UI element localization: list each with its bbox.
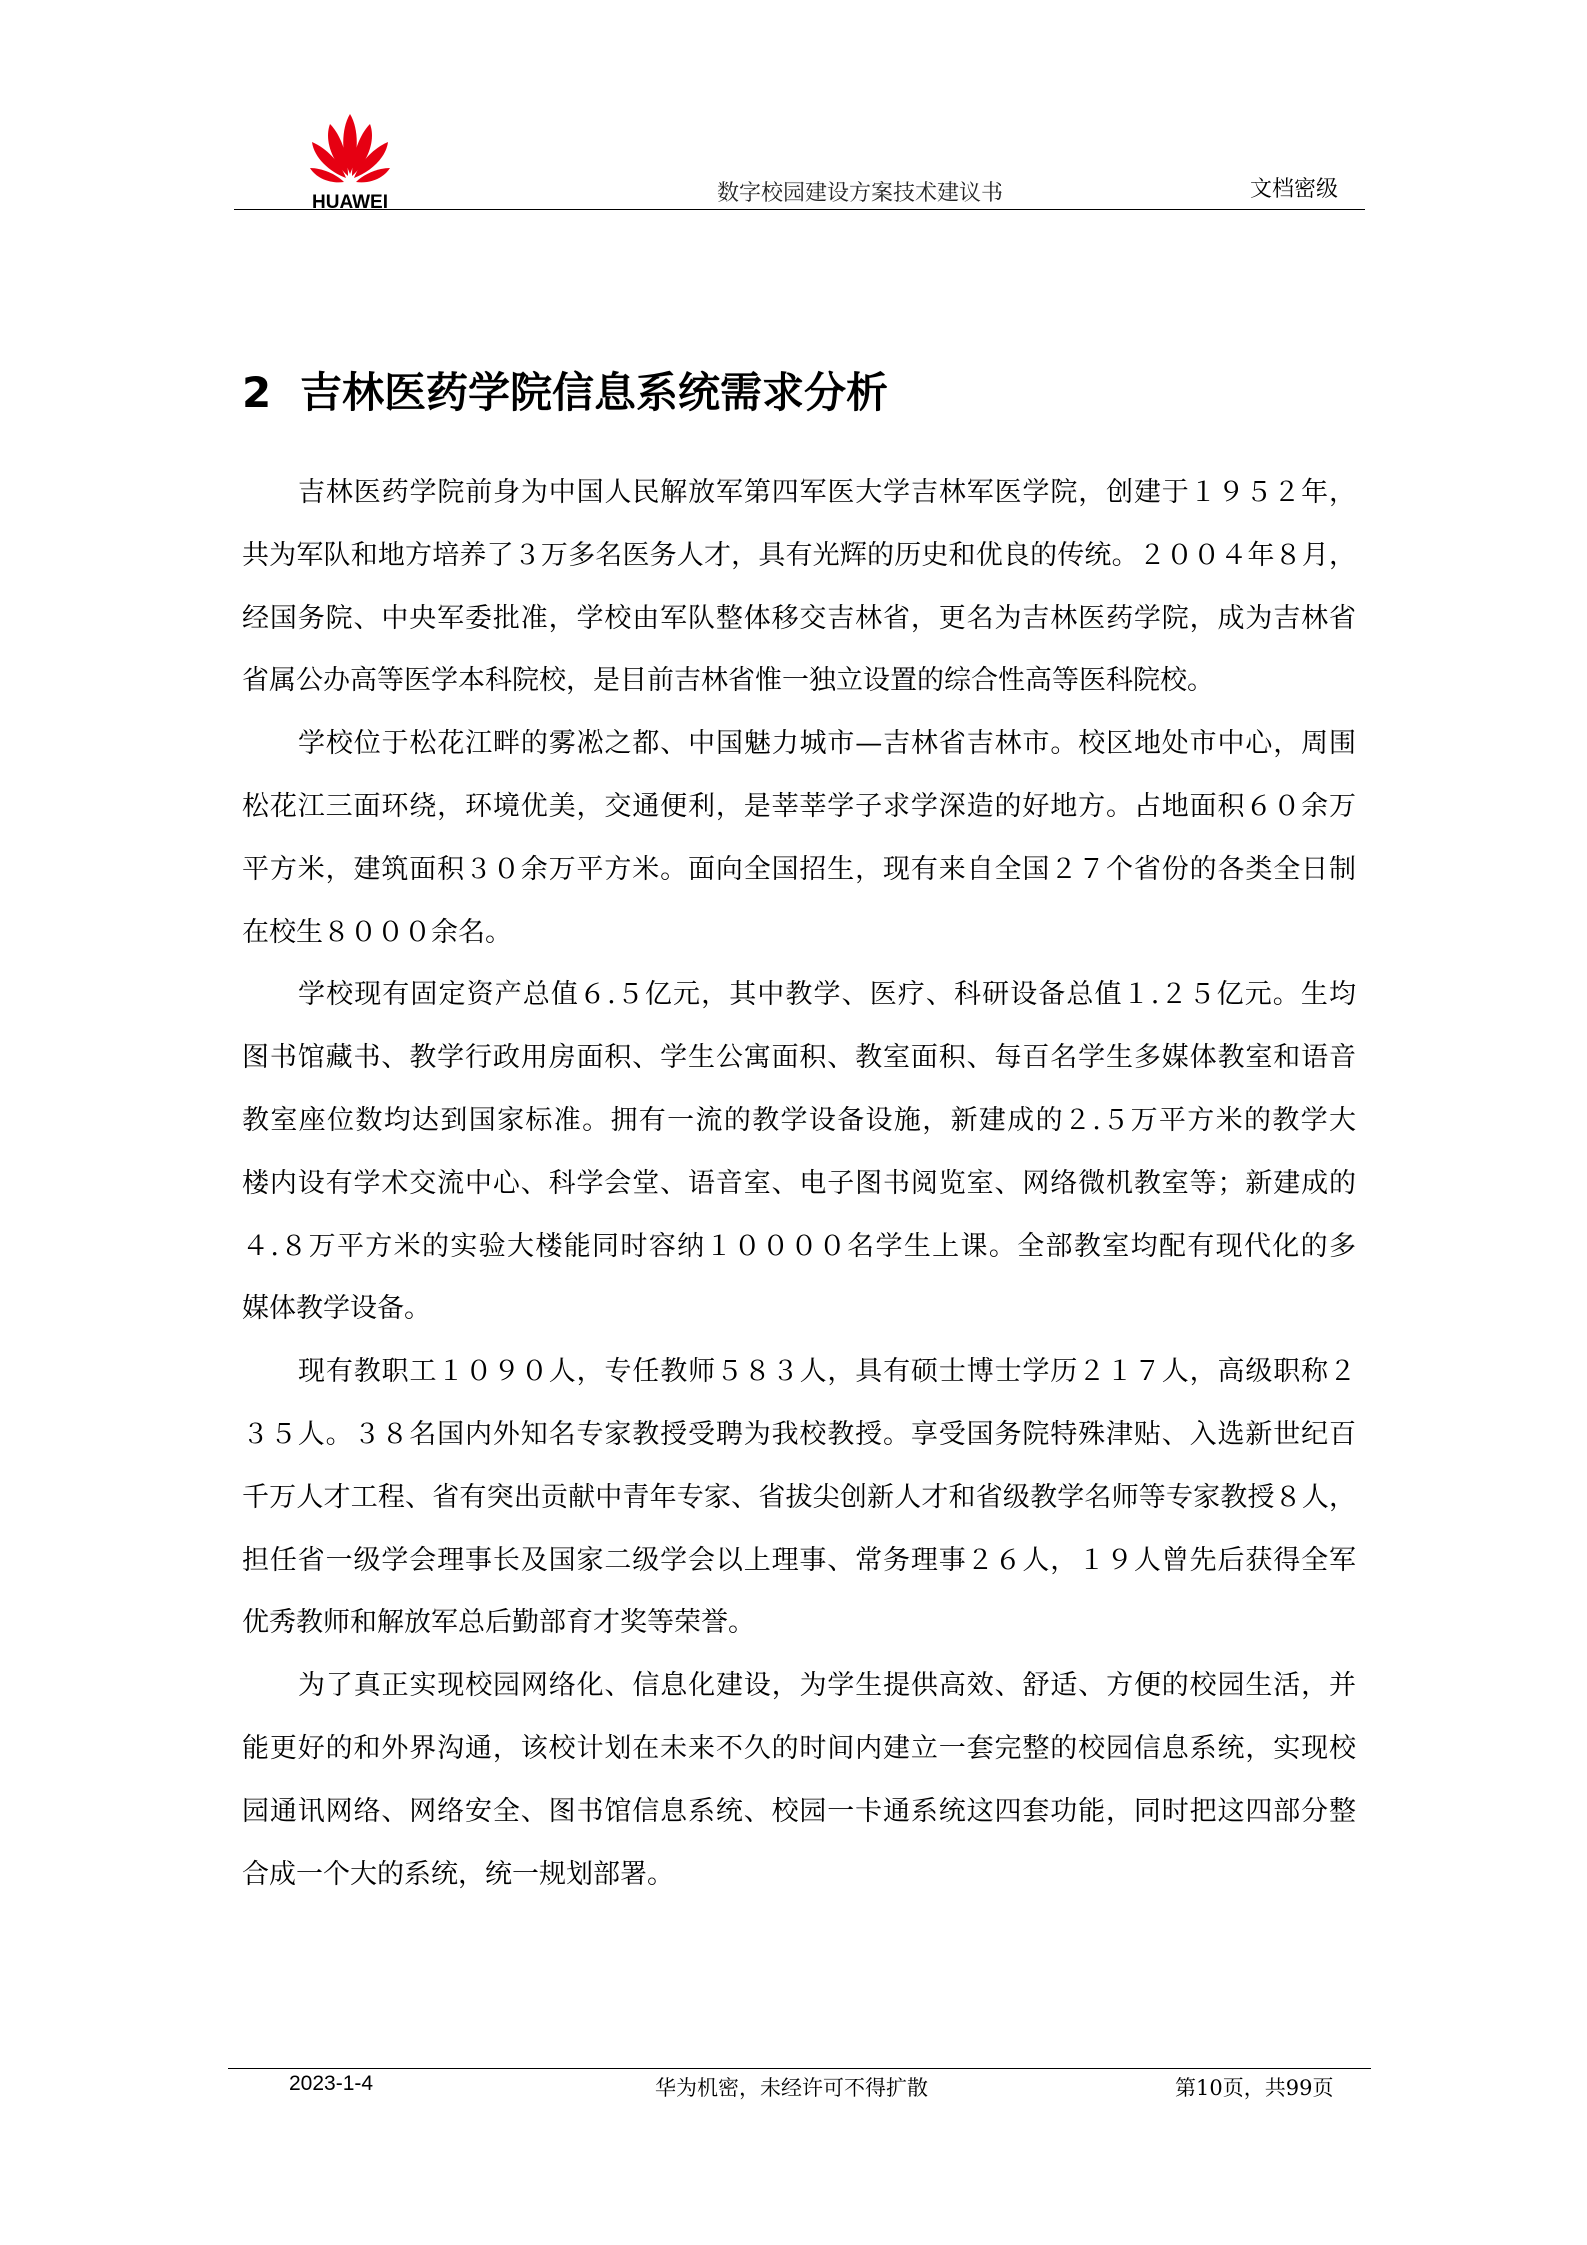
section-heading — [242, 360, 888, 420]
paragraph-line: ３５人。３８名国内外知名专家教授受聘为我校教授。享受国务院特殊津贴、入选新世纪百 — [242, 1418, 1356, 1450]
paragraph-line: 平方米，建筑面积３０余万平方米。面向全国招生，现有来自全国２７个省份的各类全日制 — [242, 853, 1356, 885]
paragraph-line: 楼内设有学术交流中心、科学会堂、语音室、电子图书阅览室、网络微机教室等；新建成的 — [242, 1167, 1356, 1199]
paragraph-line: 在校生８０００余名。 — [242, 916, 512, 948]
section-number: 2 — [242, 368, 272, 417]
footer-date: 2023-1-4 — [289, 2072, 374, 2095]
paragraph-line: 为了真正实现校园网络化、信息化建设，为学生提供高效、舒适、方便的校园生活，并 — [298, 1670, 1356, 1702]
footer-page-number: 第10页，共99页 — [1175, 2076, 1334, 2100]
paragraph-line: 学校现有固定资产总值６.５亿元，其中教学、医疗、科研设备总值１.２５亿元。生均 — [298, 979, 1356, 1011]
huawei-logo — [300, 112, 400, 212]
header-divider — [234, 209, 1365, 210]
paragraph-line: 教室座位数均达到国家标准。拥有一流的教学设备设施，新建成的２.５万平方米的教学大 — [242, 1104, 1356, 1136]
footer-divider — [228, 2068, 1371, 2069]
paragraph-line: 吉林医药学院前身为中国人民解放军第四军医大学吉林军医学院，创建于１９５２年， — [298, 477, 1356, 508]
classification-label: 文档密级 — [1250, 177, 1339, 202]
paragraph-line: 合成一个大的系统，统一规划部署。 — [242, 1858, 674, 1890]
document-title: 数字校园建设方案技术建议书 — [716, 181, 1003, 206]
footer-confidential: 华为机密，未经许可不得扩散 — [655, 2076, 928, 2100]
paragraph-line: 担任省一级学会理事长及国家二级学会以上理事、常务理事２６人，１９人曾先后获得全军 — [242, 1544, 1356, 1576]
paragraph-line: 松花江三面环绕，环境优美，交通便利，是莘莘学子求学深造的好地方。占地面积６０余万 — [242, 790, 1356, 822]
paragraph-line: 媒体教学设备。 — [242, 1293, 431, 1325]
paragraph-line: 图书馆藏书、教学行政用房面积、学生公寓面积、教室面积、每百名学生多媒体教室和语音 — [242, 1042, 1356, 1074]
paragraph-line: 优秀教师和解放军总后勤部育才奖等荣誉。 — [242, 1607, 755, 1639]
paragraph-line: 省属公办高等医学本科院校，是目前吉林省惟一独立设置的综合性高等医科院校。 — [242, 665, 1214, 697]
paragraph-line: 千万人才工程、省有突出贡献中青年专家、省拔尖创新人才和省级教学名师等专家教授８人， — [242, 1481, 1356, 1513]
paragraph-line: 经国务院、中央军委批准，学校由军队整体移交吉林省，更名为吉林医药学院，成为吉林省 — [242, 602, 1356, 634]
svg-text:HUAWEI: HUAWEI — [312, 192, 388, 212]
paragraph-line: 能更好的和外界沟通，该校计划在未来不久的时间内建立一套完整的校园信息系统，实现校 — [242, 1732, 1356, 1764]
paragraph-line: 现有教职工１０９０人，专任教师５８３人，具有硕士博士学历２１７人，高级职称２ — [298, 1356, 1356, 1388]
section-title: 吉林医药学院信息系统需求分析 — [300, 368, 889, 417]
paragraph-line: 学校位于松花江畔的雾凇之都、中国魅力城市—吉林省吉林市。校区地处市中心，周围 — [298, 728, 1356, 760]
paragraph-line: 园通讯网络、网络安全、图书馆信息系统、校园一卡通系统这四套功能，同时把这四部分整 — [242, 1795, 1356, 1827]
paragraph-line: 共为军队和地方培养了３万多名医务人才，具有光辉的历史和优良的传统。２００４年８月， — [242, 539, 1356, 571]
body-text — [242, 462, 1356, 1906]
paragraph-line: ４.８万平方米的实验大楼能同时容纳１００００名学生上课。全部教室均配有现代化的多 — [242, 1230, 1356, 1262]
